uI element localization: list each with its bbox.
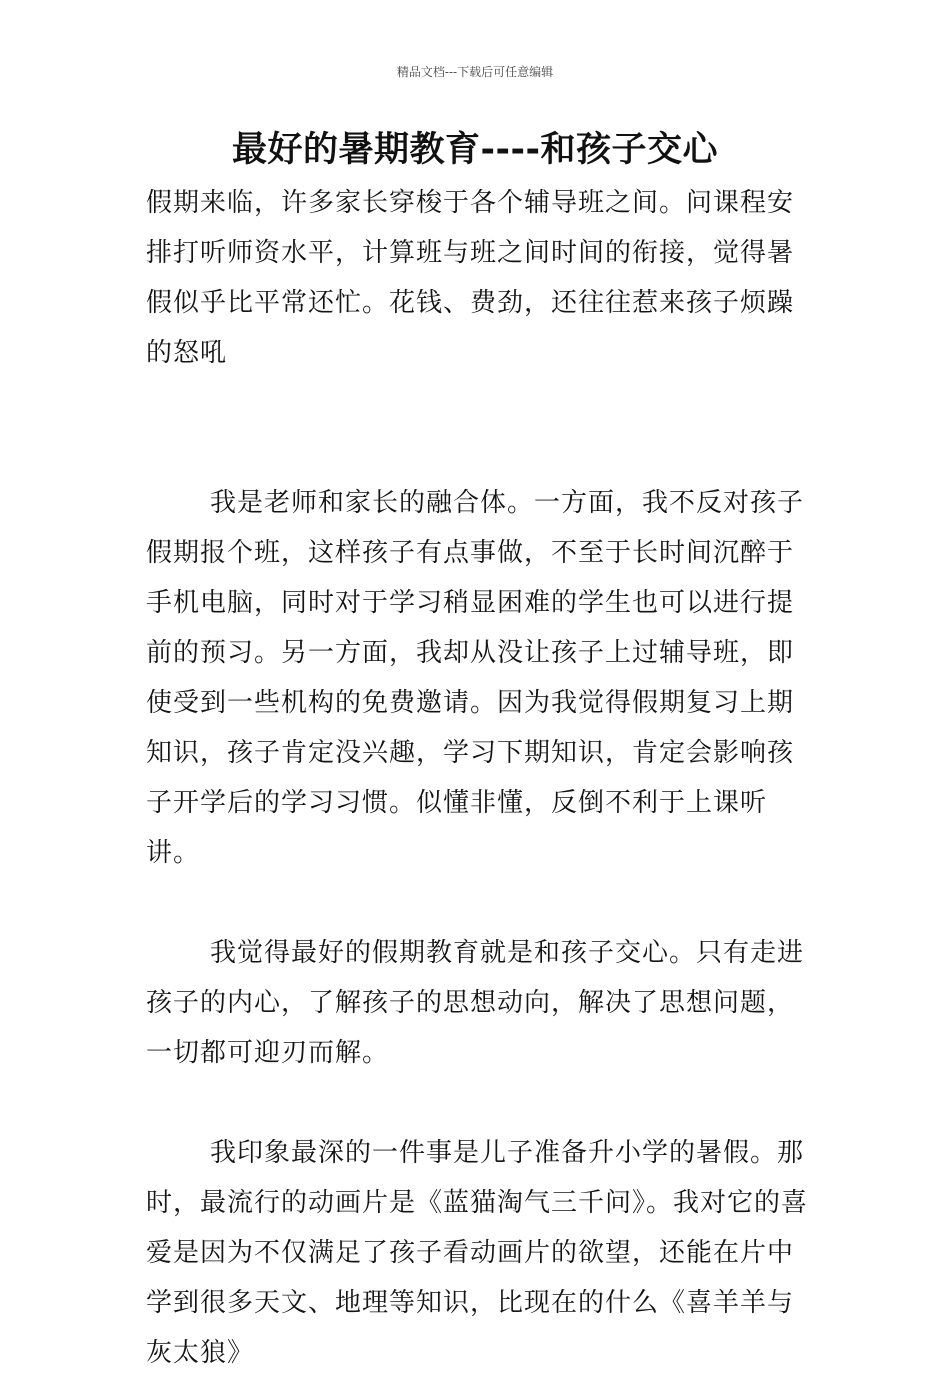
paragraph-gap <box>146 1078 818 1128</box>
paragraph-2: 我是老师和家长的融合体。一方面，我不反对孩子假期报个班，这样孩子有点事做，不至于长时间沉醉于手机电脑，同时对于学习稍显困难的学生也可以进行提前的预习。另一方面，我却从没让孩子上过辅导班，即使受到一些机构的免费邀请。因为我觉得假期复习上期知识，孩子肯定没兴趣，学习下期知识，肯定会影响孩子开学后的学习习惯。似懂非懂，反倒不利于上课听讲。 <box>146 488 805 868</box>
header-note: 精品文档---下载后可任意编辑 <box>396 65 554 79</box>
paragraph-gap <box>146 378 818 478</box>
document-body <box>146 178 818 1378</box>
paragraph-4: 我印象最深的一件事是儿子准备升小学的暑假。那时，最流行的动画片是《蓝猫淘气三千问》。我对它的喜爱是因为不仅满足了孩子看动画片的欲望，还能在片中学到很多天文、地理等知识，比现在的什么《喜羊羊与灰太狼》 <box>146 1138 809 1368</box>
document-title: 最好的暑期教育----和孩子交心 <box>231 130 719 170</box>
paragraph-3: 我觉得最好的假期教育就是和孩子交心。只有走进孩子的内心，了解孩子的思想动向，解决了思想问题，一切都可迎刃而解。 <box>146 938 805 1068</box>
paragraph-gap <box>146 878 818 928</box>
paragraph-1: 假期来临，许多家长穿梭于各个辅导班之间。问课程安排打听师资水平，计算班与班之间时间的衔接，觉得暑假似乎比平常还忙。花钱、费劲，还往往惹来孩子烦躁的怒吼 <box>146 188 795 368</box>
